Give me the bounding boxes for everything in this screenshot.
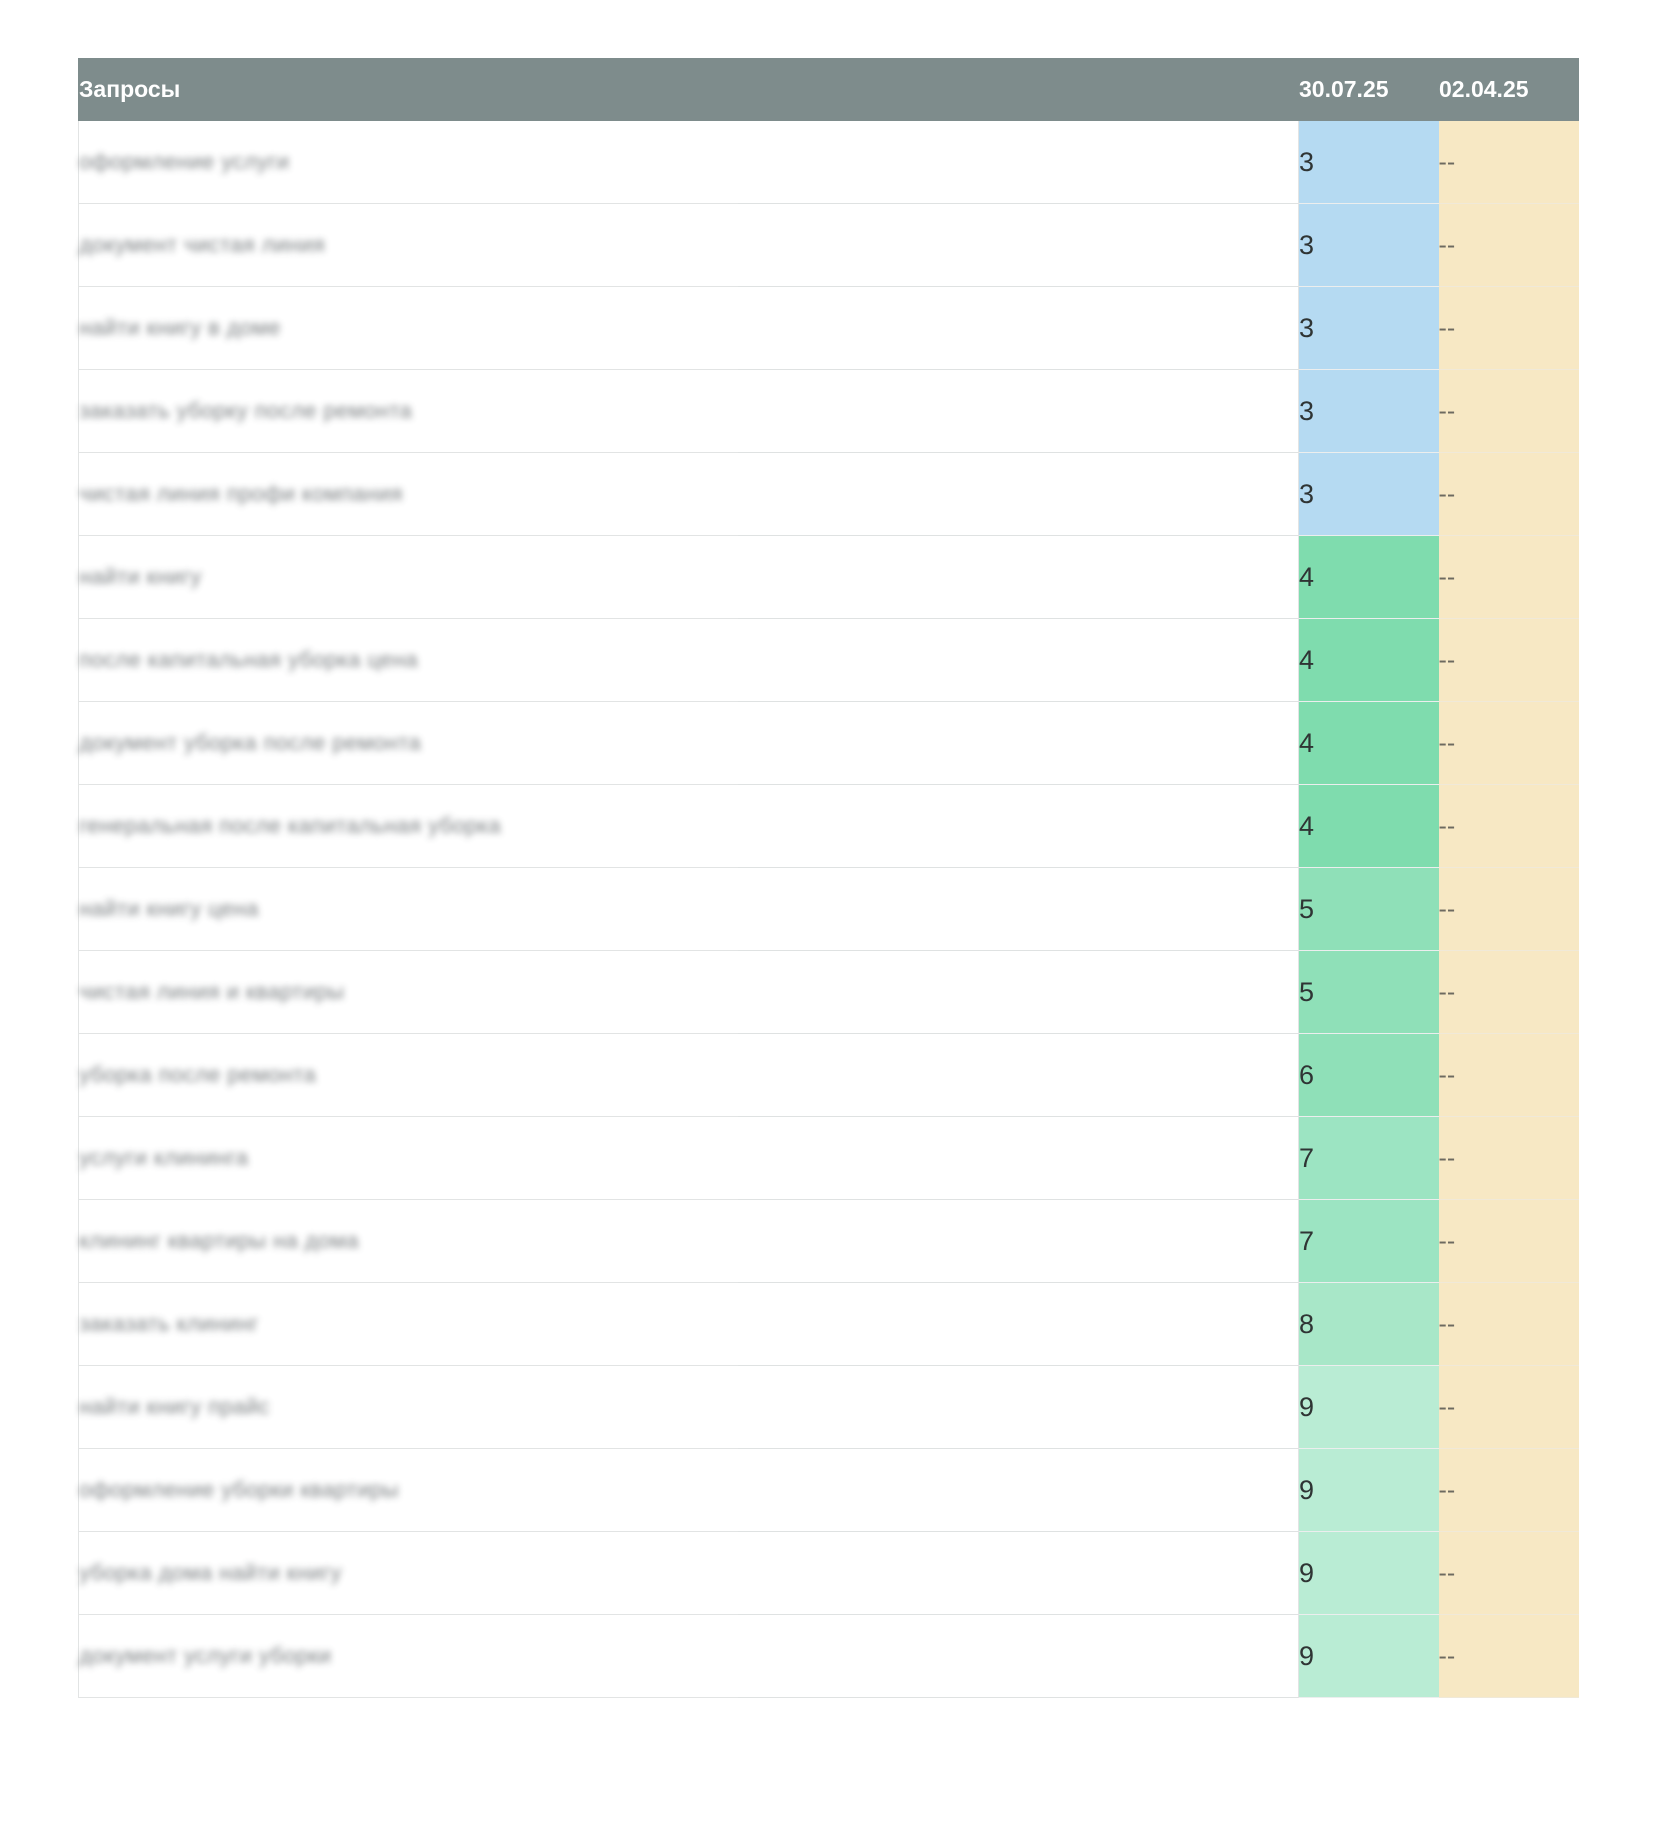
table-row[interactable]	[79, 287, 1579, 370]
query-cell-inner	[79, 1449, 1298, 1531]
query-cell-inner	[79, 1117, 1298, 1199]
position-cell-date-2: --	[1439, 121, 1579, 204]
query-cell[interactable]	[79, 370, 1299, 453]
query-text: услуги клининга	[79, 1145, 249, 1170]
position-cell-date-2: --	[1439, 702, 1579, 785]
query-cell-inner	[79, 453, 1298, 535]
position-cell-date-2: --	[1439, 287, 1579, 370]
query-cell-inner	[79, 868, 1298, 950]
position-cell-date-2: --	[1439, 370, 1579, 453]
query-cell-inner	[79, 702, 1298, 784]
position-cell-date-2: --	[1439, 1532, 1579, 1615]
query-cell[interactable]	[79, 868, 1299, 951]
position-cell-date-2: --	[1439, 868, 1579, 951]
column-header-query[interactable]: Запросы	[79, 59, 1299, 121]
query-text: генеральная после капитальная уборка	[79, 813, 502, 838]
position-cell-date-1: 8	[1299, 1283, 1439, 1366]
query-cell-inner	[79, 1366, 1298, 1448]
position-cell-date-1: 3	[1299, 121, 1439, 204]
position-cell-date-1: 9	[1299, 1449, 1439, 1532]
query-cell-inner	[79, 1615, 1298, 1697]
table-row[interactable]	[79, 370, 1579, 453]
query-text: найти книгу прайс	[79, 1394, 270, 1419]
table-row[interactable]	[79, 204, 1579, 287]
position-cell-date-1: 3	[1299, 370, 1439, 453]
query-cell[interactable]	[79, 785, 1299, 868]
query-text: уборка дома найти книгу	[79, 1560, 342, 1585]
query-text: клининг квартиры на дома	[79, 1228, 359, 1253]
query-text: оформление услуги	[79, 149, 290, 174]
query-text: заказать клининг	[79, 1311, 259, 1336]
table-row[interactable]	[79, 536, 1579, 619]
column-header-date-2[interactable]: 02.04.25	[1439, 59, 1579, 121]
table-row[interactable]	[79, 1117, 1579, 1200]
query-text: чистая линия и квартиры	[79, 979, 345, 1004]
query-cell[interactable]	[79, 121, 1299, 204]
query-cell[interactable]	[79, 951, 1299, 1034]
table-body	[79, 121, 1579, 1698]
table-row[interactable]	[79, 702, 1579, 785]
query-cell-inner	[79, 1283, 1298, 1365]
query-text: чистая линия профи компания	[79, 481, 403, 506]
position-cell-date-2: --	[1439, 1449, 1579, 1532]
position-cell-date-1: 9	[1299, 1532, 1439, 1615]
table-row[interactable]	[79, 1615, 1579, 1698]
query-cell-inner	[79, 619, 1298, 701]
position-cell-date-1: 4	[1299, 702, 1439, 785]
query-cell-inner	[79, 1200, 1298, 1282]
table-row[interactable]	[79, 121, 1579, 204]
table-row[interactable]	[79, 1366, 1579, 1449]
query-cell[interactable]	[79, 1283, 1299, 1366]
query-text: найти книгу цена	[79, 896, 259, 921]
query-cell[interactable]	[79, 1532, 1299, 1615]
position-cell-date-2: --	[1439, 536, 1579, 619]
table-row[interactable]	[79, 785, 1579, 868]
position-cell-date-2: --	[1439, 204, 1579, 287]
table-row[interactable]	[79, 1449, 1579, 1532]
query-text: после капитальная уборка цена	[79, 647, 419, 672]
position-cell-date-1: 4	[1299, 536, 1439, 619]
query-cell[interactable]	[79, 204, 1299, 287]
query-cell[interactable]	[79, 1366, 1299, 1449]
query-cell-inner	[79, 204, 1298, 286]
position-cell-date-1: 4	[1299, 785, 1439, 868]
position-cell-date-1: 4	[1299, 619, 1439, 702]
table-row[interactable]	[79, 951, 1579, 1034]
table-header-row	[79, 59, 1579, 121]
query-text: найти книгу	[79, 564, 202, 589]
query-cell-inner	[79, 785, 1298, 867]
table-row[interactable]	[79, 453, 1579, 536]
query-cell[interactable]	[79, 702, 1299, 785]
table-row[interactable]	[79, 1532, 1579, 1615]
query-text: документ уборка после ремонта	[79, 730, 422, 755]
position-cell-date-1: 5	[1299, 868, 1439, 951]
query-cell-inner	[79, 536, 1298, 618]
query-cell[interactable]	[79, 453, 1299, 536]
position-cell-date-1: 5	[1299, 951, 1439, 1034]
position-cell-date-2: --	[1439, 1615, 1579, 1698]
column-header-date-1[interactable]: 30.07.25	[1299, 59, 1439, 121]
position-cell-date-2: --	[1439, 1117, 1579, 1200]
position-cell-date-2: --	[1439, 1366, 1579, 1449]
rank-table	[78, 58, 1579, 1698]
query-cell[interactable]	[79, 1200, 1299, 1283]
query-cell-inner	[79, 1532, 1298, 1614]
position-cell-date-2: --	[1439, 453, 1579, 536]
position-cell-date-1: 9	[1299, 1615, 1439, 1698]
position-cell-date-2: --	[1439, 785, 1579, 868]
query-cell-inner	[79, 287, 1298, 369]
table-row[interactable]	[79, 868, 1579, 951]
position-cell-date-1: 3	[1299, 453, 1439, 536]
position-cell-date-2: --	[1439, 1034, 1579, 1117]
query-cell-inner	[79, 951, 1298, 1033]
position-cell-date-1: 9	[1299, 1366, 1439, 1449]
query-text: оформление уборки квартиры	[79, 1477, 400, 1502]
position-cell-date-1: 3	[1299, 204, 1439, 287]
position-cell-date-2: --	[1439, 1200, 1579, 1283]
position-cell-date-2: --	[1439, 619, 1579, 702]
position-cell-date-1: 7	[1299, 1117, 1439, 1200]
query-cell[interactable]	[79, 619, 1299, 702]
query-text: найти книгу в доме	[79, 315, 281, 340]
position-cell-date-1: 7	[1299, 1200, 1439, 1283]
query-text: уборка после ремонта	[79, 1062, 317, 1087]
table-header	[79, 59, 1579, 121]
position-cell-date-2: --	[1439, 951, 1579, 1034]
query-cell[interactable]	[79, 1615, 1299, 1698]
query-cell[interactable]	[79, 1034, 1299, 1117]
query-text: заказать уборку после ремонта	[79, 398, 413, 423]
position-cell-date-1: 3	[1299, 287, 1439, 370]
query-cell[interactable]	[79, 1117, 1299, 1200]
rank-table-container	[78, 58, 1578, 1698]
table-row[interactable]	[79, 1200, 1579, 1283]
query-text: документ услуги уборки	[79, 1643, 332, 1668]
position-cell-date-1: 6	[1299, 1034, 1439, 1117]
query-cell[interactable]	[79, 1449, 1299, 1532]
table-row[interactable]	[79, 1034, 1579, 1117]
query-cell-inner	[79, 370, 1298, 452]
query-cell-inner	[79, 121, 1298, 203]
query-cell[interactable]	[79, 536, 1299, 619]
table-row[interactable]	[79, 1283, 1579, 1366]
position-cell-date-2: --	[1439, 1283, 1579, 1366]
query-cell-inner	[79, 1034, 1298, 1116]
table-row[interactable]	[79, 619, 1579, 702]
query-text: документ чистая линия	[79, 232, 326, 257]
query-cell[interactable]	[79, 287, 1299, 370]
